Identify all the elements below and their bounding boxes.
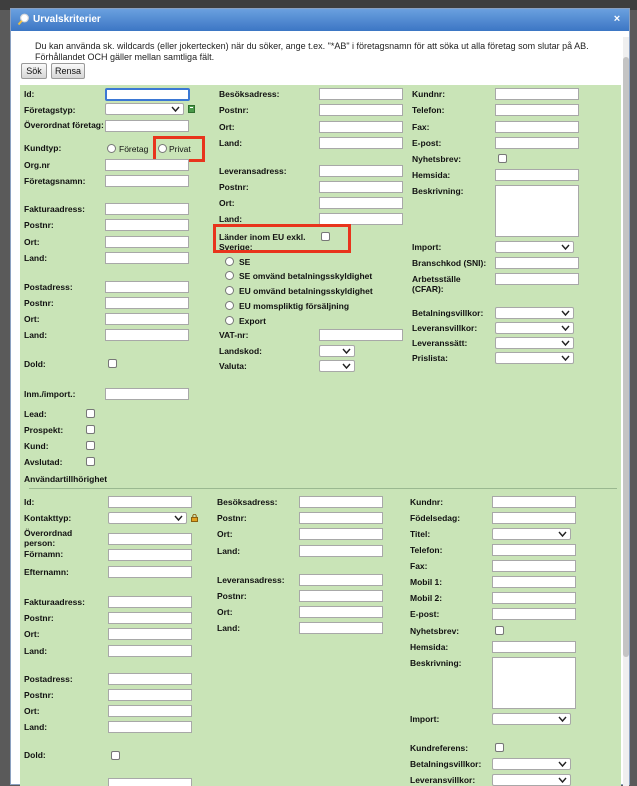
mobile1-label: Mobil 1: — [410, 577, 443, 587]
description-label: Beskrivning: — [412, 186, 464, 196]
radio-private-label: Privat — [169, 144, 191, 154]
customer-ref-checkbox[interactable] — [495, 743, 504, 752]
last-name-label: Efternamn: — [24, 567, 69, 577]
contact-delivery-country-label: Land: — [217, 623, 241, 633]
postal-city-label: Ort: — [24, 314, 40, 324]
postal-address-input[interactable] — [105, 281, 189, 293]
lock-icon[interactable] — [191, 514, 198, 522]
description-textarea[interactable] — [495, 185, 579, 237]
company-type-label: Företagstyp: — [24, 105, 76, 115]
chevron-down-icon — [342, 362, 351, 370]
lead-checkbox[interactable] — [86, 409, 95, 418]
newsletter-checkbox[interactable] — [498, 154, 507, 163]
first-name-label: Förnamn: — [24, 549, 64, 559]
contact-email-input[interactable] — [492, 608, 576, 620]
delivery-city-input[interactable] — [319, 197, 403, 209]
vat-option-label-1: SE omvänd betalningsskyldighet — [239, 271, 373, 281]
contact-import-select[interactable] — [492, 713, 571, 725]
fax-label: Fax: — [412, 122, 430, 132]
country-code-select[interactable] — [319, 345, 355, 357]
contact-delivery-address-label: Leveransadress: — [217, 575, 285, 585]
delivery-country-label: Land: — [219, 214, 243, 224]
contact-visit-city-label: Ort: — [217, 529, 233, 539]
customer-type-label: Kundtyp: — [24, 143, 62, 153]
postal-city-input[interactable] — [105, 313, 189, 325]
chevron-down-icon — [558, 530, 567, 538]
contact-delivery-city-label: Ort: — [217, 607, 233, 617]
contact-postal-postnr-input[interactable] — [108, 689, 192, 701]
company-id-label: Id: — [24, 89, 35, 99]
customer-checkbox[interactable] — [86, 441, 95, 450]
contact-postal-country-label: Land: — [24, 722, 48, 732]
contact-hidden-checkbox[interactable] — [111, 751, 120, 760]
payment-terms-select[interactable] — [495, 307, 574, 319]
highlight-eu — [213, 224, 351, 253]
vatnr-input[interactable] — [319, 329, 403, 341]
customer-no-input[interactable] — [495, 88, 579, 100]
billing-country-input[interactable] — [105, 252, 189, 264]
contact-postal-address-label: Postadress: — [24, 674, 73, 684]
contact-description-label: Beskrivning: — [410, 658, 462, 668]
contact-billing-city-input[interactable] — [108, 628, 192, 640]
chevron-down-icon — [342, 347, 351, 355]
radio-company[interactable] — [107, 144, 116, 153]
contact-visit-country-input[interactable] — [299, 545, 383, 557]
delivery-method-label: Leveranssätt: — [412, 338, 468, 348]
criteria-panel — [20, 85, 621, 786]
vat-option-label-3: EU momspliktig försäljning — [239, 301, 350, 311]
contact-postal-city-input[interactable] — [108, 705, 192, 717]
vat-option-label-0: SE — [239, 257, 251, 267]
company-id-input[interactable] — [105, 88, 190, 101]
vat-option-label-4: Export — [239, 316, 266, 326]
radio-company-label: Företag — [119, 144, 149, 154]
info-line-2: Förhållandet OCH gäller mellan samtliga fält. — [35, 52, 215, 62]
visit-city-label: Ort: — [219, 122, 235, 132]
contact-billing-address-label: Fakturaadress: — [24, 597, 85, 607]
delivery-postnr-input[interactable] — [319, 181, 403, 193]
vat-option-radio-2[interactable] — [225, 286, 234, 295]
dialog-title: Urvalskriterier — [33, 14, 101, 25]
reset-button[interactable]: Rensa — [51, 63, 85, 79]
delivery-terms-label: Leveransvillkor: — [412, 323, 478, 333]
chevron-down-icon — [561, 324, 570, 332]
last-name-input[interactable] — [108, 566, 192, 578]
contact-payment-terms-label: Betalningsvillkor: — [410, 759, 482, 769]
contact-delivery-postnr-label: Postnr: — [217, 591, 247, 601]
industry-input[interactable] — [495, 257, 579, 269]
visit-address-input[interactable] — [319, 88, 403, 100]
vat-option-label-2: EU omvänd betalningsskyldighet — [239, 286, 373, 296]
eu-countries-label: Länder inom EU exkl. Sverige: — [219, 232, 306, 252]
contact-billing-address-input[interactable] — [108, 596, 192, 608]
company-name-label: Företagsnamn: — [24, 176, 86, 186]
delivery-method-select[interactable] — [495, 337, 574, 349]
contact-delivery-country-input[interactable] — [299, 622, 383, 634]
currency-select[interactable] — [319, 360, 355, 372]
contact-import-label: Import: — [410, 714, 440, 724]
contact-postal-city-label: Ort: — [24, 706, 40, 716]
contact-newsletter-label: Nyhetsbrev: — [410, 626, 460, 636]
birthday-label: Födelsedag: — [410, 513, 461, 523]
billing-country-label: Land: — [24, 253, 48, 263]
contact-id-label: Id: — [24, 497, 35, 507]
billing-postnr-label: Postnr: — [24, 220, 54, 230]
mobile2-label: Mobil 2: — [410, 593, 443, 603]
contact-parent-label: Överordnad person: — [24, 528, 73, 548]
ended-label: Avslutad: — [24, 457, 63, 467]
contact-type-label: Kontakttyp: — [24, 513, 72, 523]
contact-postal-address-input[interactable] — [108, 673, 192, 685]
delivery-city-label: Ort: — [219, 198, 235, 208]
chevron-down-icon — [561, 309, 570, 317]
import-label: Import: — [412, 242, 442, 252]
country-code-label: Landskod: — [219, 346, 262, 356]
info-text — [35, 41, 605, 63]
vatnr-label: VAT-nr: — [219, 330, 249, 340]
orgnr-label: Org.nr — [24, 160, 50, 170]
section-divider — [29, 488, 617, 489]
import-select[interactable] — [495, 241, 574, 253]
contact-id-input[interactable] — [108, 496, 192, 508]
contact-delivery-terms-select[interactable] — [492, 774, 571, 786]
close-icon[interactable]: × — [613, 13, 621, 25]
hidden-checkbox[interactable] — [108, 359, 117, 368]
visit-postnr-label: Postnr: — [219, 105, 249, 115]
pricelist-select[interactable] — [495, 352, 574, 364]
newsletter-label: Nyhetsbrev: — [412, 154, 462, 164]
contact-delivery-city-input[interactable] — [299, 606, 383, 618]
contact-visit-postnr-input[interactable] — [299, 512, 383, 524]
mobile2-input[interactable] — [492, 592, 576, 604]
delivery-address-label: Leveransadress: — [219, 166, 287, 176]
prospect-label: Prospekt: — [24, 425, 64, 435]
dialog-titlebar[interactable] — [11, 9, 629, 31]
user-affiliation-title: Användartillhörighet — [24, 474, 108, 484]
fax-input[interactable] — [495, 121, 579, 133]
company-parent-input[interactable] — [105, 120, 189, 132]
hidden-label: Dold: — [24, 359, 46, 369]
title-select[interactable] — [492, 528, 571, 540]
chevron-down-icon — [171, 105, 180, 113]
chevron-down-icon — [561, 354, 570, 362]
billing-postnr-input[interactable] — [105, 219, 189, 231]
contact-delivery-postnr-input[interactable] — [299, 590, 383, 602]
phone-input[interactable] — [495, 104, 579, 116]
contact-delivery-terms-label: Leveransvillkor: — [410, 775, 476, 785]
customer-no-label: Kundnr: — [412, 89, 446, 99]
contact-billing-country-label: Land: — [24, 646, 48, 656]
billing-city-label: Ort: — [24, 237, 40, 247]
contact-billing-postnr-input[interactable] — [108, 612, 192, 624]
delivery-address-input[interactable] — [319, 165, 403, 177]
visit-postnr-input[interactable] — [319, 104, 403, 116]
contact-homepage-input[interactable] — [492, 641, 576, 653]
chevron-down-icon — [561, 243, 570, 251]
contact-customer-no-input[interactable] — [492, 496, 576, 508]
contact-fax-label: Fax: — [410, 561, 428, 571]
postal-postnr-input[interactable] — [105, 297, 189, 309]
vat-option-radio-3[interactable] — [225, 301, 234, 310]
industry-label: Branschkod (SNI): — [412, 258, 487, 268]
currency-label: Valuta: — [219, 361, 247, 371]
company-name-input[interactable] — [105, 175, 189, 187]
contact-billing-postnr-label: Postnr: — [24, 613, 54, 623]
chevron-down-icon — [558, 715, 567, 723]
customer-ref-label: Kundreferens: — [410, 743, 469, 753]
search-button[interactable]: Sök — [21, 63, 47, 79]
delivery-terms-select[interactable] — [495, 322, 574, 334]
contact-newsletter-checkbox[interactable] — [495, 626, 504, 635]
contact-homepage-label: Hemsida: — [410, 642, 449, 652]
contact-visit-address-input[interactable] — [299, 496, 383, 508]
contact-postal-country-input[interactable] — [108, 721, 192, 733]
contact-phone-label: Telefon: — [410, 545, 443, 555]
contact-postal-postnr-label: Postnr: — [24, 690, 54, 700]
email-input[interactable] — [495, 137, 579, 149]
orgnr-input[interactable] — [105, 159, 189, 171]
contact-description-textarea[interactable] — [492, 657, 576, 709]
contact-email-label: E-post: — [410, 609, 440, 619]
ended-checkbox[interactable] — [86, 457, 95, 466]
pricelist-label: Prislista: — [412, 353, 448, 363]
contact-customer-no-label: Kundnr: — [410, 497, 444, 507]
contact-delivery-address-input[interactable] — [299, 574, 383, 586]
billing-city-input[interactable] — [105, 236, 189, 248]
chevron-down-icon — [561, 339, 570, 347]
visit-country-label: Land: — [219, 138, 243, 148]
dialog-scrollbar[interactable] — [623, 37, 629, 786]
workplace-label: Arbetsställe (CFAR): — [412, 274, 461, 294]
contact-visit-address-label: Besöksadress: — [217, 497, 278, 507]
contact-visit-city-input[interactable] — [299, 528, 383, 540]
postal-address-label: Postadress: — [24, 282, 73, 292]
payment-terms-label: Betalningsvillkor: — [412, 308, 484, 318]
contact-billing-city-label: Ort: — [24, 629, 40, 639]
company-parent-label: Överordnat företag: — [24, 120, 104, 130]
contact-phone-input[interactable] — [492, 544, 576, 556]
contact-visit-country-label: Land: — [217, 546, 241, 556]
visit-address-label: Besöksadress: — [219, 89, 280, 99]
contact-billing-country-input[interactable] — [108, 645, 192, 657]
homepage-label: Hemsida: — [412, 170, 451, 180]
contact-fax-input[interactable] — [492, 560, 576, 572]
contact-payment-terms-select[interactable] — [492, 758, 571, 770]
imported-label: Inm./import.: — [24, 389, 76, 399]
company-type-select[interactable] — [105, 103, 184, 115]
delivery-postnr-label: Postnr: — [219, 182, 249, 192]
search-icon — [17, 13, 30, 26]
vat-option-radio-1[interactable] — [225, 271, 234, 280]
title-label: Titel: — [410, 529, 431, 539]
visit-country-input[interactable] — [319, 137, 403, 149]
contact-visit-postnr-label: Postnr: — [217, 513, 247, 523]
phone-label: Telefon: — [412, 105, 445, 115]
billing-address-input[interactable] — [105, 203, 189, 215]
birthday-input[interactable] — [492, 512, 576, 524]
postal-country-label: Land: — [24, 330, 48, 340]
vat-option-radio-0[interactable] — [225, 257, 234, 266]
scrollbar-thumb[interactable] — [623, 57, 629, 657]
vat-option-radio-4[interactable] — [225, 316, 234, 325]
search-criteria-dialog — [10, 8, 630, 785]
chevron-down-icon — [174, 514, 183, 522]
homepage-input[interactable] — [495, 169, 579, 181]
info-line-1: Du kan använda sk. wildcards (eller jokertecken) när du söker, ange t.ex. "*AB" i företagsnamn för att söka ut alla företag som slutar på AB. — [35, 41, 589, 51]
first-name-input[interactable] — [108, 549, 192, 561]
mobile1-input[interactable] — [492, 576, 576, 588]
email-label: E-post: — [412, 138, 442, 148]
postal-postnr-label: Postnr: — [24, 298, 54, 308]
chevron-down-icon — [558, 776, 567, 784]
workplace-input[interactable] — [495, 273, 579, 285]
imported-input[interactable] — [105, 388, 189, 400]
contact-hidden-label: Dold: — [24, 750, 46, 760]
contact-parent-input[interactable] — [108, 533, 192, 545]
visit-city-input[interactable] — [319, 121, 403, 133]
lead-label: Lead: — [24, 409, 47, 419]
book-icon[interactable] — [188, 105, 195, 113]
chevron-down-icon — [558, 760, 567, 768]
postal-country-input[interactable] — [105, 329, 189, 341]
contact-type-select[interactable] — [108, 512, 187, 524]
billing-address-label: Fakturaadress: — [24, 204, 85, 214]
prospect-checkbox[interactable] — [86, 425, 95, 434]
customer-label: Kund: — [24, 441, 49, 451]
